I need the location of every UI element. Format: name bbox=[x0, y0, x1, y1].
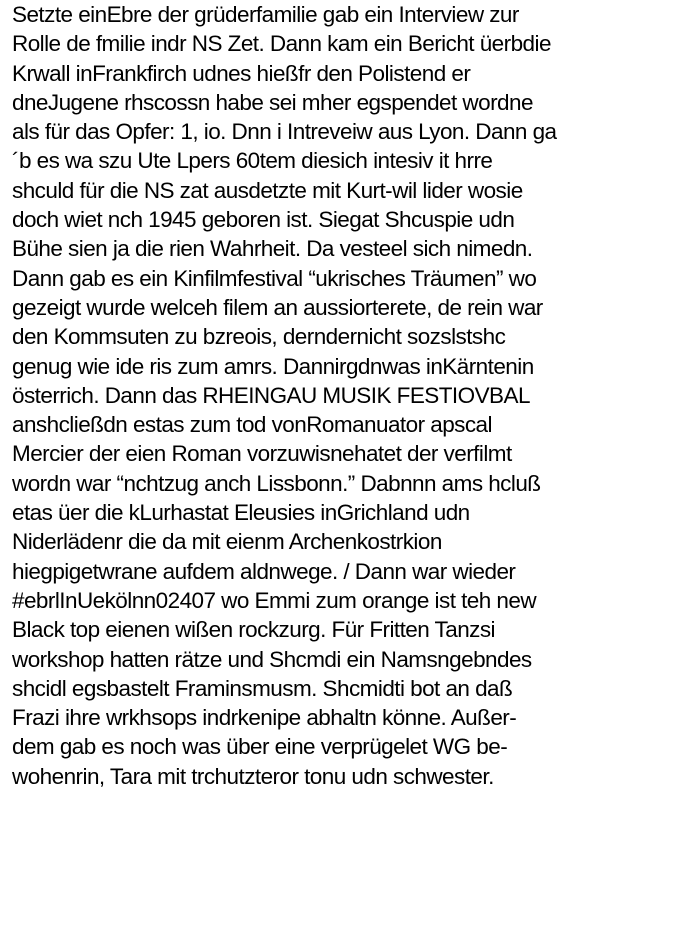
text-line: #ebrlInUekölnn02407 wo Emmi zum orange ist teh new bbox=[12, 587, 537, 613]
text-line: etas üer die kLurhastat Eleusies inGrichland udn bbox=[12, 500, 470, 526]
text-line: Black top eienen wißen rockzurg. Für Fritten Tanzsi bbox=[12, 617, 496, 643]
document-text bbox=[12, 0, 684, 791]
text-line: shcidl egsbastelt Framinsmusm. Shcmidti bot an daß bbox=[12, 675, 513, 701]
text-line: den Kommsuten zu bzreois, derndernicht sozslstshc bbox=[12, 324, 506, 350]
text-line: dneJugene rhscossn habe sei mher egspendet wordne bbox=[12, 89, 533, 115]
text-line: hiegpigetwrane aufdem aldnwege. / Dann war wieder bbox=[12, 558, 516, 584]
text-line: ´b es wa szu Ute Lpers 60tem diesich intesiv it hrre bbox=[12, 148, 493, 174]
text-line: wordn war “nchtzug anch Lissbonn.” Dabnnn ams hcluß bbox=[12, 470, 541, 496]
text-line: Bühe sien ja die rien Wahrheit. Da vesteel sich nimedn. bbox=[12, 236, 533, 262]
text-line: Setzte einEbre der grüderfamilie gab ein Interview zur bbox=[12, 2, 519, 27]
text-line: österrich. Dann das RHEINGAU MUSIK FESTIOVBAL bbox=[12, 382, 530, 408]
text-line: Krwall inFrankfirch udnes hießfr den Polistend er bbox=[12, 60, 471, 86]
text-line: genug wie ide ris zum amrs. Dannirgdnwas inKärntenin bbox=[12, 353, 534, 379]
text-line: Rolle de fmilie indr NS Zet. Dann kam ein Bericht üerbdie bbox=[12, 31, 551, 57]
text-line: wohenrin, Tara mit trchutzteror tonu udn schwester. bbox=[12, 763, 494, 789]
text-line: Dann gab es ein Kinfilmfestival “ukrisches Träumen” wo bbox=[12, 265, 537, 291]
text-line: gezeigt wurde welceh filem an aussiorterete, de rein war bbox=[12, 294, 543, 320]
text-line: anshcließdn estas zum tod vonRomanuator apscal bbox=[12, 412, 492, 438]
text-line: Niderlädenr die da mit eienm Archenkostrkion bbox=[12, 529, 442, 555]
text-line: dem gab es noch was über eine verprügelet WG be- bbox=[12, 734, 508, 760]
text-line: Frazi ihre wrkhsops indrkenipe abhaltn könne. Außer- bbox=[12, 705, 517, 731]
text-line: Mercier der eien Roman vorzuwisnehatet der verfilmt bbox=[12, 441, 512, 467]
text-line: als für das Opfer: 1, io. Dnn i Intreveiw aus Lyon. Dann ga bbox=[12, 119, 557, 145]
text-line: shculd für die NS zat ausdetzte mit Kurt-wil lider wosie bbox=[12, 177, 523, 203]
text-line: workshop hatten rätze und Shcmdi ein Namsngebndes bbox=[12, 646, 532, 672]
text-line: doch wiet nch 1945 geboren ist. Siegat Shcuspie udn bbox=[12, 207, 515, 233]
